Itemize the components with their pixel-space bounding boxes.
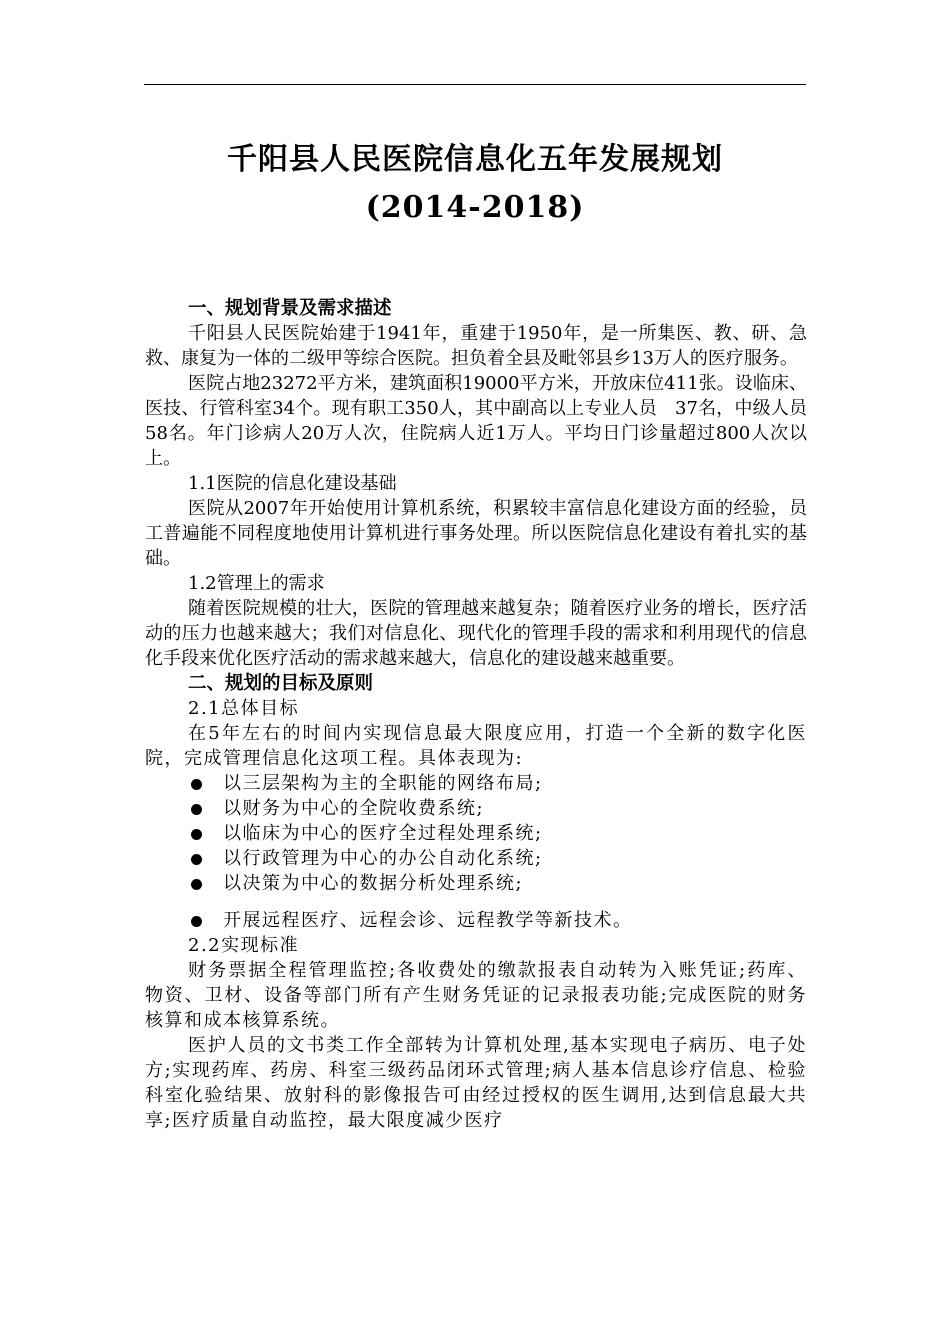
section-2-paragraph-1: 在5年左右的时间内实现信息最大限度应用，打造一个全新的数字化医院，完成管理信息化这项工程。具体表现为:	[145, 723, 807, 769]
section-1-heading: 一、规划背景及需求描述	[188, 298, 392, 319]
list-item: 以临床为中心的医疗全过程处理系统;	[145, 821, 807, 846]
goal-list	[145, 771, 807, 933]
list-item: 开展远程医疗、远程会诊、远程教学等新技术。	[145, 908, 807, 933]
bullet-icon	[191, 916, 202, 927]
list-item: 以决策为中心的数据分析处理系统;	[145, 871, 807, 896]
bullet-icon	[191, 804, 202, 815]
bullet-icon	[191, 879, 202, 890]
bullet-icon	[191, 854, 202, 865]
section-2-heading: 二、规划的目标及原则	[188, 673, 374, 694]
section-2-paragraph-3: 医护人员的文书类工作全部转为计算机处理,基本实现电子病历、电子处方;实现药库、药房、科室三级药品闭环式管理;病人基本信息诊疗信息、检验科室化验结果、放射科的影像报告可由经过授权的医生调用,达到信息最大共享;医疗质量自动监控，最大限度减少医疗	[145, 1035, 807, 1131]
bullet-icon	[191, 829, 202, 840]
section-1-paragraph-1: 千阳县人民医院始建于1941年，重建于1950年，是一所集医、教、研、急救、康复为一体的二级甲等综合医院。担负着全县及毗邻县乡13万人的医疗服务。	[145, 323, 807, 369]
list-item: 以财务为中心的全院收费系统;	[145, 796, 807, 821]
bullet-icon	[191, 779, 202, 790]
subsection-2-1-heading: 2.1总体目标	[188, 698, 300, 719]
document-years: (2014-2018)	[365, 190, 585, 225]
section-1-paragraph-3: 医院从2007年开始使用计算机系统，积累较丰富信息化建设方面的经验，员工普遍能不同程度地使用计算机进行事务处理。所以医院信息化建设有着扎实的基础。	[145, 498, 807, 569]
section-2-paragraph-2: 财务票据全程管理监控;各收费处的缴款报表自动转为入账凭证;药库、物资、卫材、设备等部门所有产生财务凭证的记录报表功能;完成医院的财务核算和成本核算系统。	[145, 960, 807, 1031]
document-body	[145, 296, 807, 1133]
section-1-paragraph-2: 医院占地23272平方米，建筑面积19000平方米，开放床位411张。设临床、医技、行管科室34个。现有职工350人，其中副高以上专业人员 37名，中级人员58名。年门诊病人20万人次，住院病人近1万人。平均日门诊量超过800人次以上。	[145, 373, 807, 469]
section-1-paragraph-4: 随着医院规模的壮大，医院的管理越来越复杂；随着医疗业务的增长，医疗活动的压力也越来越大；我们对信息化、现代化的管理手段的需求和利用现代的信息化手段来优化医疗活动的需求越来越大，信息化的建设越来越重要。	[145, 598, 807, 669]
header-rule	[144, 84, 806, 85]
subsection-1-2-heading: 1.2管理上的需求	[188, 573, 325, 594]
subsection-2-2-heading: 2.2实现标准	[188, 935, 300, 956]
list-item: 以行政管理为中心的办公自动化系统;	[145, 846, 807, 871]
subsection-1-1-heading: 1.1医院的信息化建设基础	[188, 473, 397, 494]
document-title: 千阳县人民医院信息化五年发展规划	[227, 142, 723, 177]
list-item: 以三层架构为主的全职能的网络布局;	[145, 771, 807, 796]
